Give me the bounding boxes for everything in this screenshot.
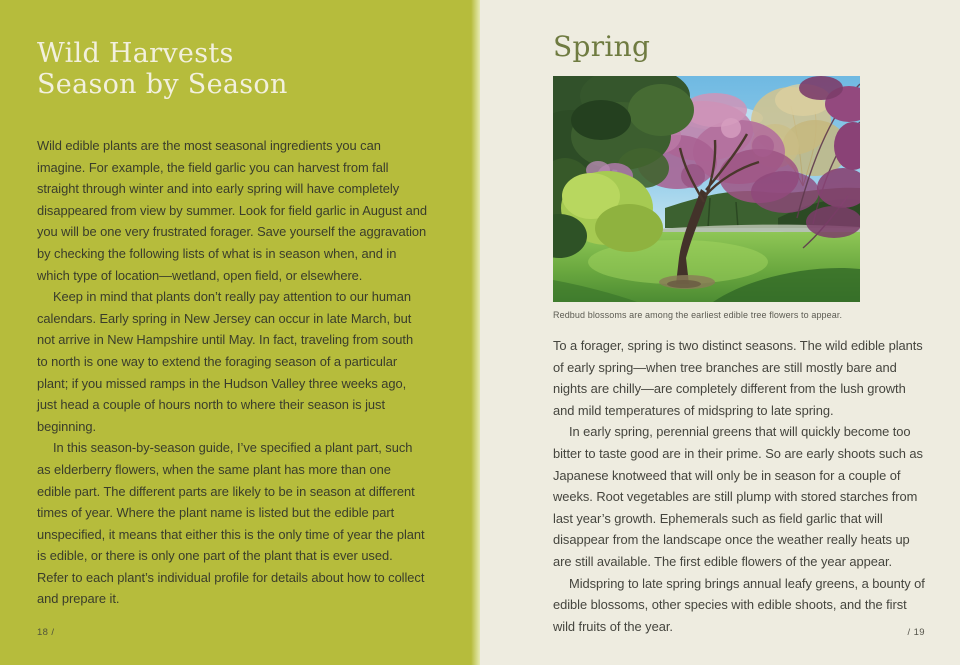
- right-paragraph-2: In early spring, perennial greens that will quickly become too bitter to taste good are in their prime. So are early shoots such as Japanese knotweed that will only be in season for a couple of weeks. Root vegetables are still plump with stored starches from last year’s growth. Ephemerals such as field garlic that will disappear from the landscape once the weather really heats up are still available. The first edible flowers of the year appear.: [553, 424, 923, 569]
- right-paragraph-3: Midspring to late spring brings annual leafy greens, a bounty of edible blossoms, other species with edible shoots, and the first wild fruits of the year.: [553, 575, 925, 634]
- right-page: [480, 0, 960, 665]
- section-heading: Spring: [553, 30, 651, 63]
- chapter-title-line-1: Wild Harvests: [37, 38, 234, 69]
- redbud-tree-photo: [553, 76, 860, 302]
- left-paragraph-1: Wild edible plants are the most seasonal ingredients you can imagine. For example, the field garlic you can harvest from fall straight through winter and into early spring will have completely disappeared from view by summer. Look for field garlic in August and you will be one very frustrated forager. Save yourself the aggravation by checking the following lists of what is in season when, and in which type of location—wetland, open field, or elsewhere.: [37, 138, 427, 283]
- left-body-text: [37, 135, 427, 610]
- right-body-text: [553, 335, 929, 637]
- chapter-title: [37, 38, 425, 100]
- left-paragraph-3: In this season-by-season guide, I’ve specified a plant part, such as elderberry flowers, when the same plant has more than one edible part. The different parts are likely to be in season at different times of year. Where the plant name is listed but the edible part unspecified, it means that either this is the only time of year the plant is edible, or there is only one part of the plant that is ever used. Refer to each plant’s individual profile for details about how to collect and prepare it.: [37, 440, 425, 607]
- photo-figure: [553, 76, 925, 321]
- page-number-right: / 19: [907, 627, 925, 638]
- page-number-left: 18 /: [37, 627, 55, 638]
- right-paragraph-1: To a forager, spring is two distinct seasons. The wild edible plants of early spring—when tree branches are still mostly bare and nights are chilly—are completely different from the lush growth and mild temperatures of midspring to late spring.: [553, 338, 923, 418]
- left-paragraph-2: Keep in mind that plants don’t really pay attention to our human calendars. Early spring in New Jersey can occur in late March, but not arrive in New Hampshire until May. In fact, traveling from south to north is one way to extend the foraging season of a particular plant; if you missed ramps in the Hudson Valley three weeks ago, just head a couple of hours north to where their season is just beginning.: [37, 289, 414, 434]
- chapter-title-line-2: Season by Season: [37, 69, 288, 100]
- photo-caption: Redbud blossoms are among the earliest edible tree flowers to appear.: [553, 310, 843, 320]
